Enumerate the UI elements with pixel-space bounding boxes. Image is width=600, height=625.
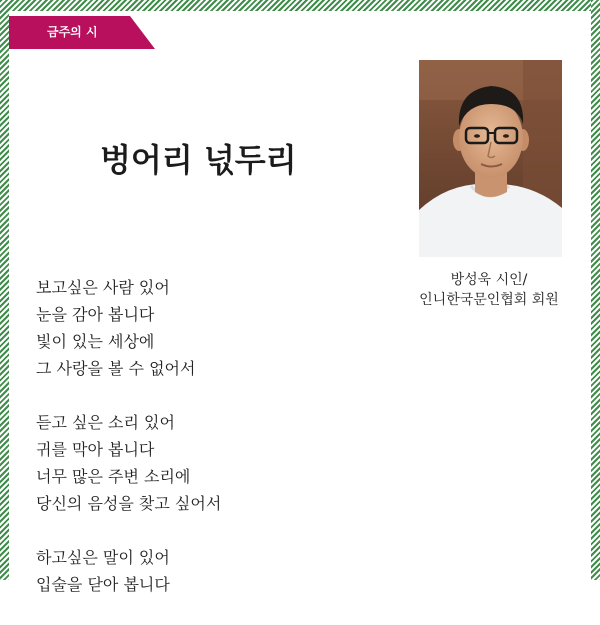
verse-line: 귀를 막아 봅니다 xyxy=(36,440,155,459)
verse-line: 보고싶은 사람 있어 xyxy=(36,278,170,297)
poem-title: 벙어리 넋두리 xyxy=(100,141,297,179)
author-portrait xyxy=(419,60,562,257)
verse-line: 당신의 음성을 찾고 싶어서 xyxy=(36,494,222,513)
verse-line: 듣고 싶은 소리 있어 xyxy=(36,413,175,432)
verse-line: 입술을 닫아 봅니다 xyxy=(36,575,170,594)
author-info xyxy=(395,270,583,310)
verse-line: 빛이 있는 세상에 xyxy=(36,332,155,351)
right-striped-border xyxy=(591,0,600,580)
author-affiliation: 인니한국문인협회 회원 xyxy=(419,292,559,308)
poem-stanza xyxy=(36,274,221,382)
poem-stanza xyxy=(36,544,221,598)
verse-line: 눈을 감아 봅니다 xyxy=(36,305,155,324)
author-name: 방성욱 시인/ xyxy=(450,272,528,288)
poem-body xyxy=(36,274,221,625)
verse-line: 하고싶은 말이 있어 xyxy=(36,548,170,567)
category-label: 금주의 시 xyxy=(47,25,98,39)
verse-line: 너무 많은 주변 소리에 xyxy=(36,467,191,486)
left-striped-border xyxy=(0,0,9,580)
top-striped-border xyxy=(0,0,600,11)
verse-line: 그 사랑을 볼 수 없어서 xyxy=(36,359,196,378)
poem-stanza xyxy=(36,409,221,517)
